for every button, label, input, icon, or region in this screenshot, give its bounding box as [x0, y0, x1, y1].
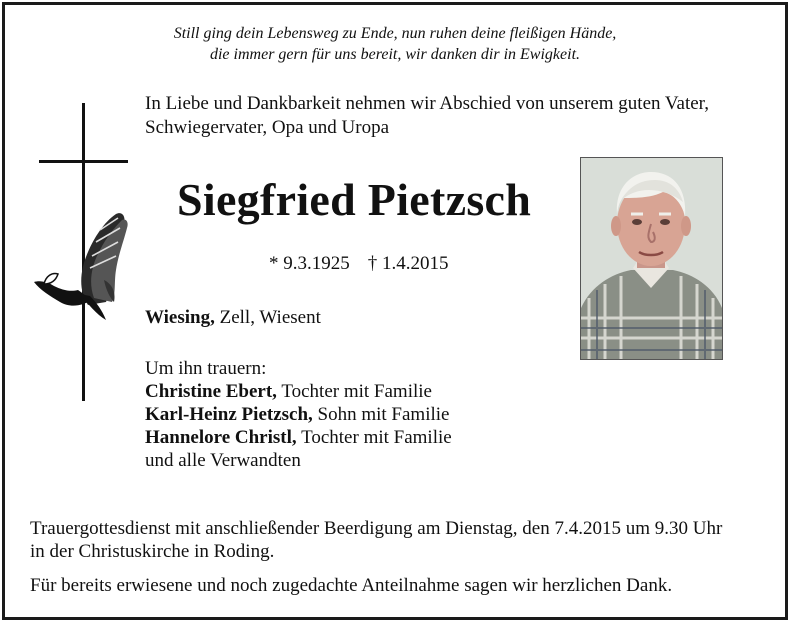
mourners-heading: Um ihn trauern: [145, 358, 267, 379]
service-line-1: Trauergottesdienst mit anschließender Beerdigung am Dienstag, den 7.4.2015 um 9.30 Uhr [30, 518, 723, 539]
birth-date: * 9.3.1925 [269, 253, 350, 274]
places-others: Zell, Wiesent [214, 307, 321, 328]
place-main: Wiesing, [145, 307, 215, 328]
portrait-photo [580, 157, 723, 360]
mourner-line [145, 381, 432, 403]
life-dates [269, 253, 449, 275]
mourner-relation: Sohn mit Familie [312, 404, 450, 425]
quote-line-2: die immer gern für uns bereit, wir danken dir in Ewigkeit. [209, 46, 581, 63]
mourner-relation: Tochter mit Familie [296, 427, 452, 448]
death-date: † 1.4.2015 [367, 253, 449, 274]
places-line [145, 307, 321, 329]
mourner-relation: Tochter mit Familie [276, 381, 432, 402]
quote-line-1: Still ging dein Lebensweg zu Ende, nun ruhen deine fleißigen Hände, [173, 25, 617, 42]
mourner-name: Christine Ebert, [145, 381, 277, 402]
mourner-name: Karl-Heinz Pietzsch, [145, 404, 313, 425]
deceased-name: Siegfried Pietzsch [177, 174, 532, 225]
portrait-image [581, 158, 722, 359]
intro-text: In Liebe und Dankbarkeit nehmen wir Abschied von unserem guten Vater, Schwiegervater, Opa und Uropa [145, 93, 709, 138]
mourners-closing: und alle Verwandten [145, 450, 301, 471]
thanks-text: Für bereits erwiesene und noch zugedachte Anteilnahme sagen wir herzlichen Dank. [30, 575, 673, 596]
mourner-line [145, 404, 449, 426]
cross-horizontal-bar [39, 160, 128, 163]
mourner-line [145, 427, 452, 449]
obituary-notice [2, 2, 788, 620]
service-line-2: in der Christuskirche in Roding. [30, 541, 275, 562]
praying-hands-icon [30, 210, 130, 322]
mourner-name: Hannelore Christl, [145, 427, 297, 448]
